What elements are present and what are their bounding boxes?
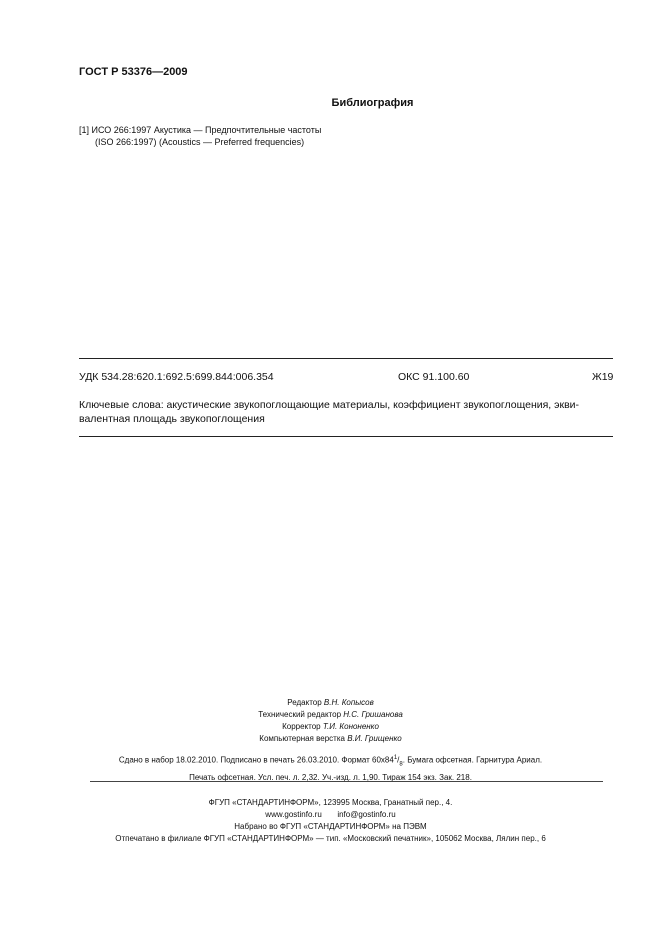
publisher-typeset: Набрано во ФГУП «СТАНДАРТИНФОРМ» на ПЭВМ [234, 822, 427, 831]
keywords-line2: валентная площадь звукопоглощения [79, 413, 265, 425]
imprint [0, 752, 661, 784]
credits [0, 697, 661, 745]
imprint-line1: Сдано в набор 18.02.2010. Подписано в печать 26.03.2010. Формат $60х84^1/_8$. Бумага офсетная. Гарнитура Ариал. [118, 755, 543, 768]
publisher [0, 797, 661, 845]
publisher-contacts [0, 809, 661, 821]
credit-corrector: Корректор Т.И. Кононенко [282, 722, 379, 731]
credit-layout: Компьютерная верстка В.И. Грищенко [259, 734, 402, 743]
classification-code: Ж19 [592, 371, 614, 383]
bibliography-title-text: Библиография [331, 97, 414, 109]
publisher-web-link[interactable]: www.gostinfo.ru [265, 810, 322, 819]
publisher-email-link[interactable]: info@gostinfo.ru [337, 810, 396, 819]
imprint-line2: Печать офсетная. Усл. печ. л. 2,32. Уч.-изд. л. 1,90. Тираж 154 экз. Зак. 218. [189, 773, 472, 783]
divider-footer [90, 781, 603, 782]
keywords-line1: Ключевые слова: акустические звукопоглощающие материалы, коэффициент звукопоглощения, экви- [79, 399, 580, 411]
keywords [79, 398, 613, 426]
document-id: ГОСТ Р 53376—2009 [79, 66, 188, 78]
divider-bottom [79, 436, 613, 437]
bibliography-title [0, 97, 661, 109]
publisher-printed: Отпечатано в филиале ФГУП «СТАНДАРТИНФОРМ» — тип. «Московский печатник», 105062 Москва, Лялин пер., 6 [115, 834, 546, 843]
udk-code: УДК 534.28:620.1:692.5:699.844:006.354 [79, 371, 274, 383]
bibliography-entry-line1: [1] ИСО 266:1997 Акустика — Предпочтительные частоты [79, 125, 322, 135]
credit-tech-editor: Технический редактор Н.С. Гришанова [258, 710, 403, 719]
credit-editor: Редактор В.Н. Копысов [287, 698, 374, 707]
divider-top [79, 358, 613, 359]
bibliography-entry-line2: (ISO 266:1997) (Acoustics — Preferred frequencies) [95, 137, 305, 147]
publisher-address: ФГУП «СТАНДАРТИНФОРМ», 123995 Москва, Гранатный пер., 4. [208, 798, 453, 807]
oks-code: ОКС 91.100.60 [398, 371, 470, 383]
